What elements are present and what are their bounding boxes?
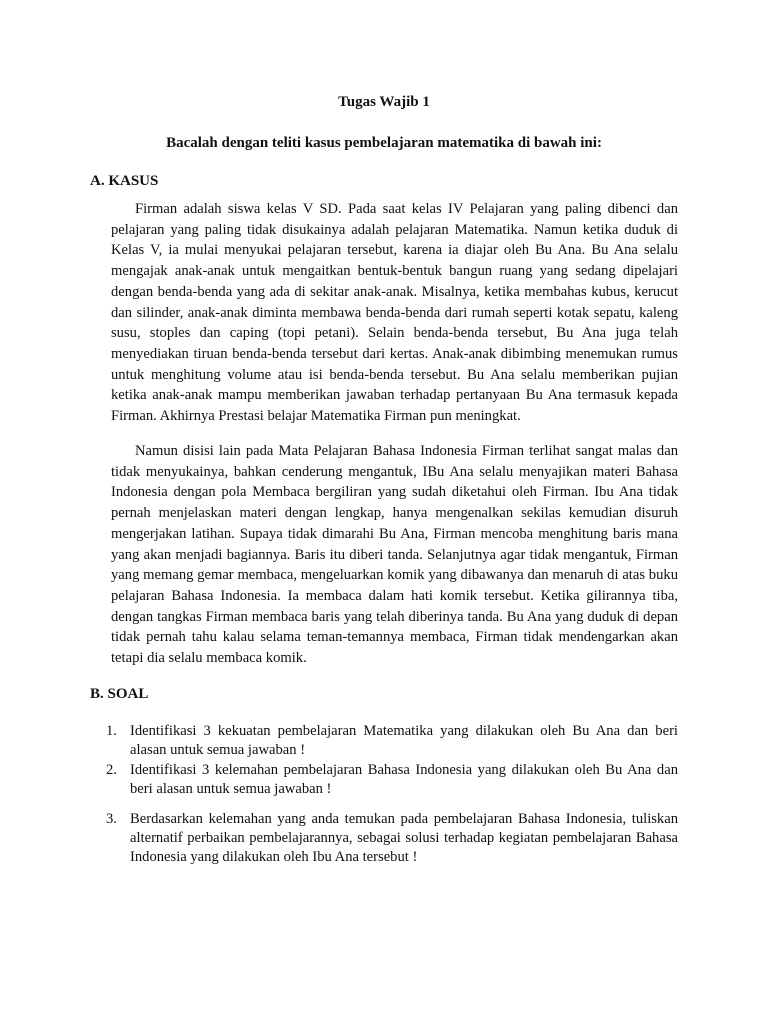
question-number: 1. xyxy=(106,723,117,739)
question-text: Identifikasi 3 kelemahan pembelajaran Bahasa Indonesia yang dilakukan oleh Bu Ana dan beri alasan untuk semua jawaban ! xyxy=(130,762,678,797)
question-item xyxy=(106,761,678,799)
question-text: Identifikasi 3 kekuatan pembelajaran Matematika yang dilakukan oleh Bu Ana dan beri alasan untuk semua jawaban ! xyxy=(130,723,678,758)
question-text: Berdasarkan kelemahan yang anda temukan pada pembelajaran Bahasa Indonesia, tuliskan alternatif perbaikan pembelajarannya, sebagai solusi terhadap kegiatan pembelajaran Bahasa Indonesia yang dilakukan oleh Ibu Ana tersebut ! xyxy=(130,811,678,865)
question-number: 2. xyxy=(106,762,117,778)
question-number: 3. xyxy=(106,811,117,827)
document-title: Tugas Wajib 1 xyxy=(338,94,430,110)
question-item xyxy=(106,722,678,760)
section-a-heading: A. KASUS xyxy=(90,173,159,189)
question-item xyxy=(106,810,678,867)
case-paragraph-1: Firman adalah siswa kelas V SD. Pada saat kelas IV Pelajaran yang paling dibenci dan pelajaran yang paling tidak disukainya adalah pelajaran Matematika. Namun ketika duduk di Kelas V, ia mulai menyukai pelajaran tersebut, karena ia diajar oleh Bu Ana. Bu Ana selalu mengajak anak-anak untuk mengaitkan bentuk-bentuk bangun ruang yang sedang dipelajari dengan benda-benda yang ada di sekitar anak-anak. Misalnya, ketika membahas kubus, kerucut dan silinder, anak-anak diminta membawa benda-benda dari rumah seperti kotak sepatu, kaleng susu, stoples dan caping (topi petani). Selain benda-benda tersebut, Bu Ana juga telah menyediakan tiruan benda-benda tersebut dari kertas. Anak-anak dibimbing menemukan rumus untuk menghitung volume atau isi benda-benda tersebut. Bu Ana selalu memberikan pujian ketika anak-anak mampu memberikan jawaban terhadap pertanyaan Bu Ana termasuk kepada Firman. Akhirnya Prestasi belajar Matematika Firman pun meningkat. xyxy=(111,201,678,425)
section-b-heading: B. SOAL xyxy=(90,686,149,702)
document-subtitle: Bacalah dengan teliti kasus pembelajaran matematika di bawah ini: xyxy=(166,135,602,151)
case-paragraph-2: Namun disisi lain pada Mata Pelajaran Bahasa Indonesia Firman terlihat sangat malas dan tidak menyukainya, bahkan cenderung mengantuk, IBu Ana selalu menyajikan materi Bahasa Indonesia dengan pola Membaca bergiliran yang sudah diketahui oleh Firman. Ibu Ana tidak pernah menjelaskan materi dengan lengkap, hanya mengenalkan sekilas kemudian disuruh mengerjakan latihan. Supaya tidak dimarahi Bu Ana, Firman mencoba menghitung baris mana yang akan menjadi bagiannya. Baris itu diberi tanda. Selanjutnya agar tidak mengantuk, Firman yang memang gemar membaca, mengeluarkan komik yang dibawanya dan menaruh di atas buku pelajaran Bahasa Indonesia. Ia membaca dalam hati komik tersebut. Ketika gilirannya tiba, dengan tangkas Firman membaca baris yang telah diberinya tanda. Bu Ana yang duduk di depan tidak pernah tahu kalau selama teman-temannya membaca, Firman tidak mendengarkan akan tetapi dia selalu membaca komik. xyxy=(111,443,678,667)
